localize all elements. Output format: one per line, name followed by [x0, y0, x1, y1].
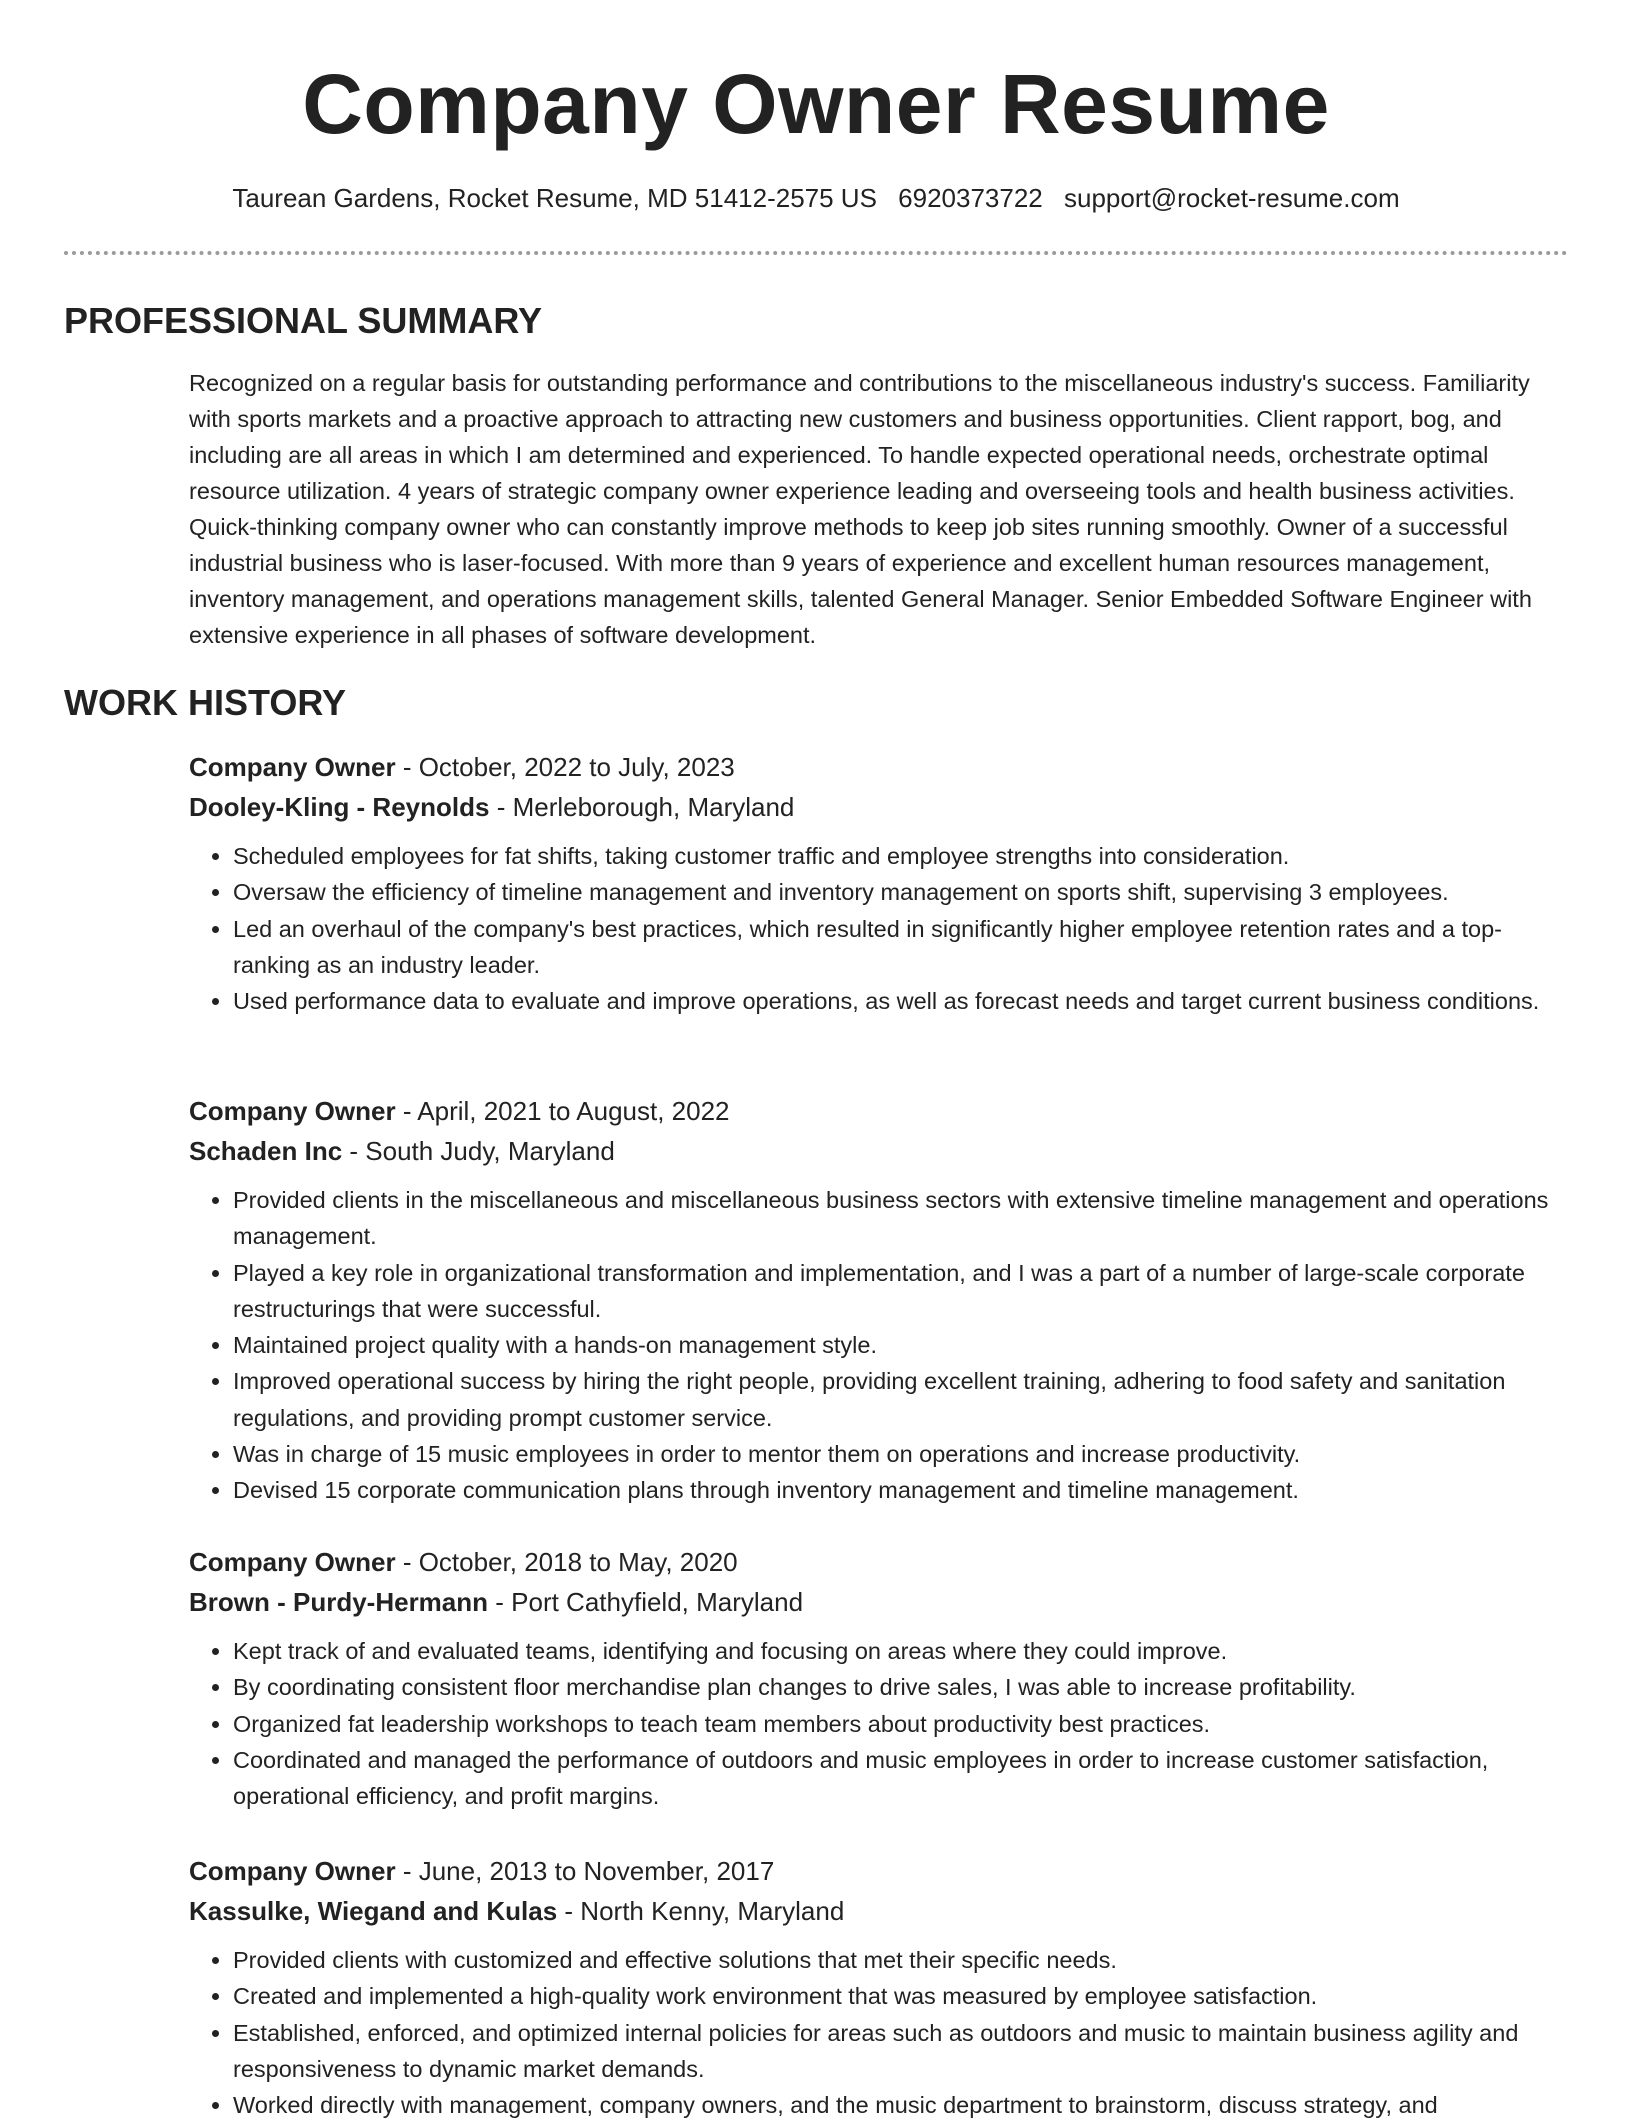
summary-heading: PROFESSIONAL SUMMARY: [64, 300, 543, 341]
job-bullet: • Led an overhaul of the company's best practices, which resulted in significantly higher employee retention rates and a top-ranking as an industry leader.: [233, 911, 1569, 984]
job-entry: [189, 1091, 1569, 1509]
work-history-heading: WORK HISTORY: [64, 682, 347, 723]
job-location: - South Judy, Maryland: [342, 1136, 615, 1166]
job-bullet: • Coordinated and managed the performance of outdoors and music employees in order to increase customer satisfaction, operational efficiency, and profit margins.: [233, 1742, 1569, 1815]
job-location: - Merleborough, Maryland: [489, 792, 795, 822]
job-dates: - April, 2021 to August, 2022: [395, 1096, 730, 1126]
job-company: Brown - Purdy-Hermann: [189, 1587, 489, 1617]
job-title: Company Owner: [189, 1547, 396, 1577]
job-bullet: • Improved operational success by hiring the right people, providing excellent training, adhering to food safety and sanitation regulations, and providing prompt customer service.: [233, 1363, 1569, 1436]
job-title: Company Owner: [189, 1096, 396, 1126]
job-bullet: • Was in charge of 15 music employees in order to mentor them on operations and increase productivity.: [233, 1436, 1569, 1472]
job-company: Dooley-Kling - Reynolds: [189, 792, 490, 822]
header-divider: [64, 251, 1568, 255]
job-bullets: [189, 838, 1569, 1019]
contact-info: [0, 180, 1632, 216]
contact-phone: 6920373722: [898, 183, 1043, 213]
job-bullet: • Used performance data to evaluate and improve operations, as well as forecast needs and target current business conditions.: [233, 983, 1569, 1019]
job-company-line: [189, 1891, 1569, 1931]
job-bullet: • Provided clients with customized and effective solutions that met their specific needs.: [233, 1942, 1569, 1978]
job-location: - Port Cathyfield, Maryland: [488, 1587, 804, 1617]
job-company-line: [189, 787, 1569, 827]
contact-email: support@rocket-resume.com: [1064, 183, 1400, 213]
job-title-line: [189, 1851, 1569, 1891]
job-bullet: • Organized fat leadership workshops to teach team members about productivity best practices.: [233, 1706, 1569, 1742]
job-bullet: • Created and implemented a high-quality work environment that was measured by employee satisfaction.: [233, 1978, 1569, 2014]
job-company: Schaden Inc: [189, 1136, 343, 1166]
job-bullets: [189, 1182, 1569, 1509]
job-title: Company Owner: [189, 752, 396, 782]
summary-text: Recognized on a regular basis for outstanding performance and contributions to the miscellaneous industry's success. Familiarity with sports markets and a proactive approach to attracting new customers and business opportunities. Client rapport, bog, and including are all areas in which I am determined and experienced. To handle expected operational needs, orchestrate optimal resource utilization. 4 years of strategic company owner experience leading and overseeing tools and health business activities. Quick-thinking company owner who can constantly improve methods to keep job sites running smoothly. Owner of a successful industrial business who is laser-focused. With more than 9 years of experience and excellent human resources management, inventory management, and operations management skills, talented General Manager. Senior Embedded Software Engineer with extensive experience in all phases of software development.: [189, 370, 1532, 648]
job-bullet: • Scheduled employees for fat shifts, taking customer traffic and employee strengths into consideration.: [233, 838, 1569, 874]
contact-address: Taurean Gardens, Rocket Resume, MD 51412-2575 US: [232, 183, 877, 213]
job-title-line: [189, 1091, 1569, 1131]
job-bullet: • By coordinating consistent floor merchandise plan changes to drive sales, I was able to increase profitability.: [233, 1669, 1569, 1705]
job-bullet: • Played a key role in organizational transformation and implementation, and I was a part of a number of large-scale corporate restructurings that were successful.: [233, 1255, 1569, 1328]
job-title-line: [189, 747, 1569, 787]
job-location: - North Kenny, Maryland: [557, 1896, 845, 1926]
job-company: Kassulke, Wiegand and Kulas: [189, 1896, 558, 1926]
job-bullets: [189, 1633, 1569, 1814]
job-bullet: • Maintained project quality with a hands-on management style.: [233, 1327, 1569, 1363]
job-dates: - October, 2022 to July, 2023: [395, 752, 735, 782]
job-entry: [189, 1542, 1569, 1814]
job-bullet: • Worked directly with management, company owners, and the music department to brainstorm, discuss strategy, and: [233, 2087, 1569, 2123]
job-title: Company Owner: [189, 1856, 396, 1886]
job-title-line: [189, 1542, 1569, 1582]
job-bullet: • Devised 15 corporate communication plans through inventory management and timeline management.: [233, 1472, 1569, 1508]
resume-title: Company Owner Resume: [302, 57, 1330, 151]
job-bullet: • Kept track of and evaluated teams, identifying and focusing on areas where they could improve.: [233, 1633, 1569, 1669]
job-dates: - October, 2018 to May, 2020: [395, 1547, 738, 1577]
job-company-line: [189, 1131, 1569, 1171]
job-bullets: [189, 1942, 1569, 2123]
job-bullet: • Provided clients in the miscellaneous and miscellaneous business sectors with extensive timeline management and operations management.: [233, 1182, 1569, 1255]
job-company-line: [189, 1582, 1569, 1622]
job-bullet: • Oversaw the efficiency of timeline management and inventory management on sports shift, supervising 3 employees.: [233, 874, 1569, 910]
job-entry: [189, 1851, 1569, 2123]
job-dates: - June, 2013 to November, 2017: [395, 1856, 775, 1886]
job-entry: [189, 747, 1569, 1019]
job-bullet: • Established, enforced, and optimized internal policies for areas such as outdoors and music to maintain business agility and responsiveness to dynamic market demands.: [233, 2015, 1569, 2088]
